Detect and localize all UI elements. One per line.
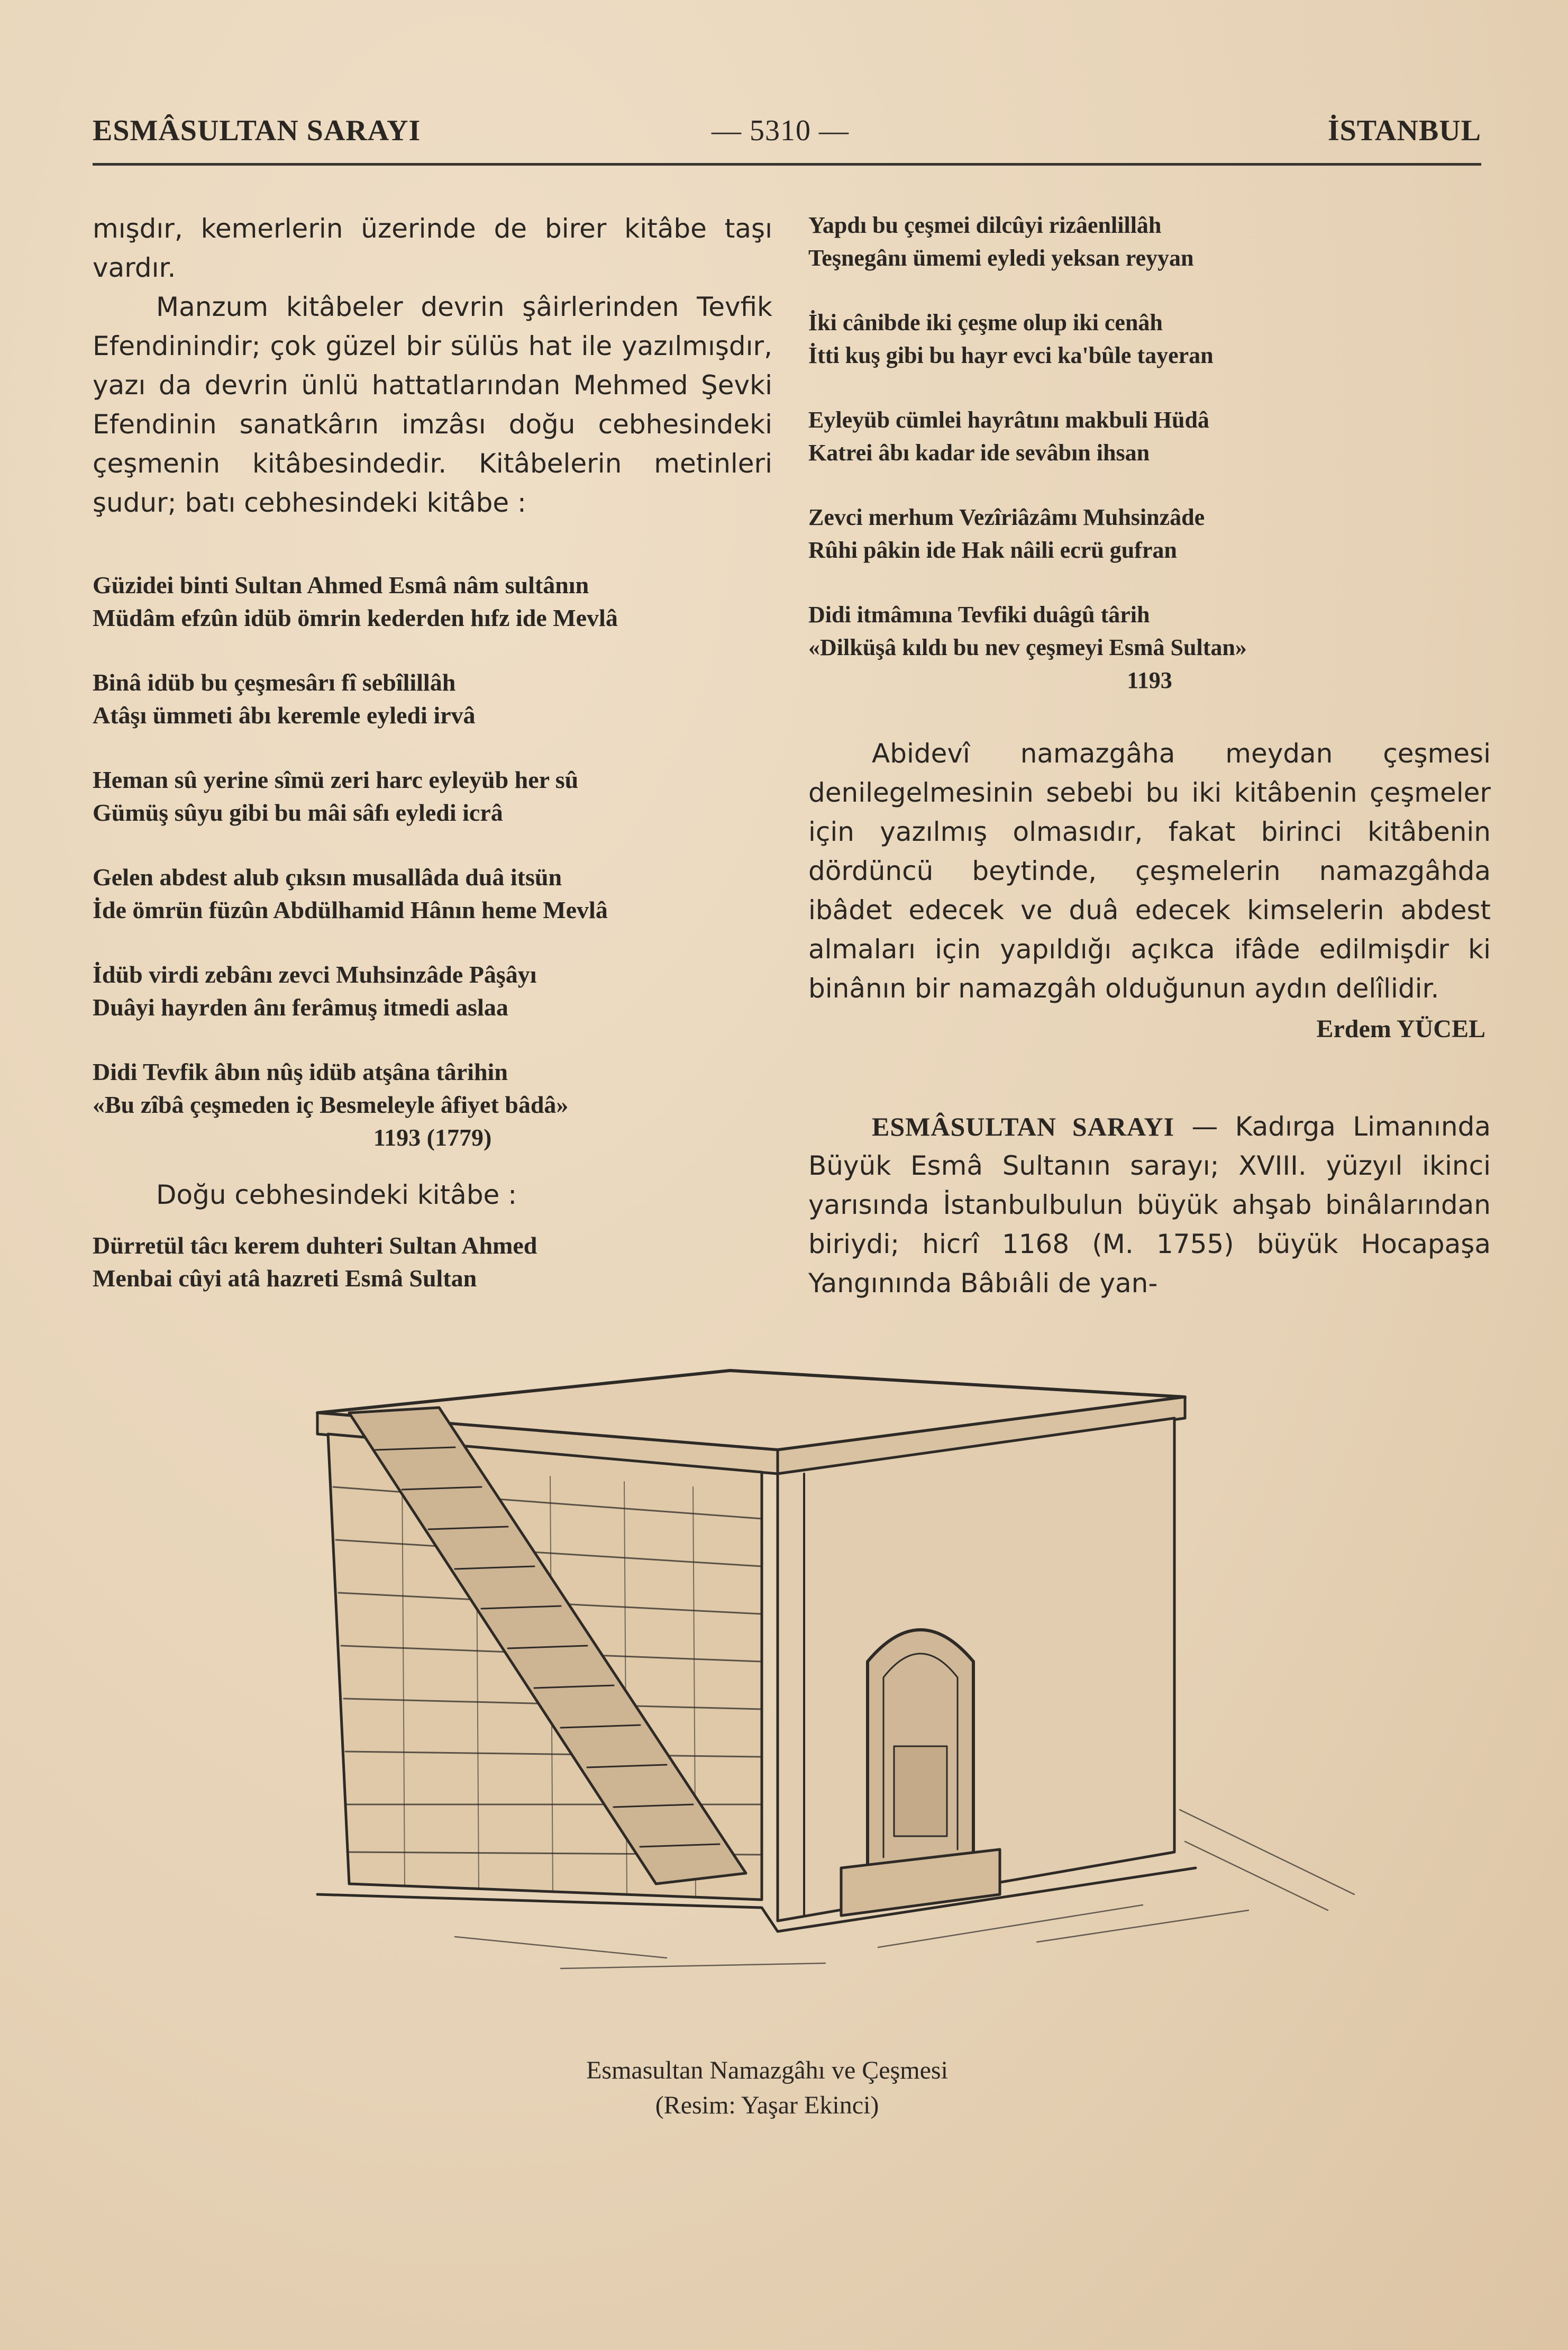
verse-couplet (808, 209, 1491, 275)
verse-line: Gelen abdest alub çıksın musallâda duâ itsün (93, 864, 562, 891)
verse-date: 1193 (1779) (373, 1124, 492, 1151)
verse-couplet (808, 598, 1491, 697)
verse-line: Müdâm efzûn idüb ömrin kederden hıfz ide Mevlâ (93, 604, 618, 631)
right-column (808, 209, 1491, 1303)
verse-line: Güzidei binti Sultan Ahmed Esmâ nâm sultânın (93, 571, 589, 598)
verse-couplet (93, 1229, 772, 1295)
verse-line: İtti kuş gibi bu hayr evci ka'bûle tayeran (808, 342, 1214, 368)
verse-line: Duâyi hayrden ânı ferâmuş itmedi aslaa (93, 994, 508, 1021)
verse-line: Didi Tevfik âbın nûş idüb atşâna târihin (93, 1058, 508, 1085)
header-rule (93, 163, 1481, 166)
fountain-illustration (190, 1333, 1386, 2037)
intro-paragraph: Manzum kitâbeler devrin şâirlerinden Tevfik Efendinindir; çok güzel bir sülüs hat ile yazılmışdır, yazı da devrin ünlü hattatlarından Mehmed Şevki Efendinin sanatkârın imzâsı doğu cebhesindeki çeşmenin kitâbesindedir. Kitâbelerin metinleri şudur; batı cebhesindeki kitâbe : (93, 292, 772, 518)
caption-credit: (Resim: Yaşar Ekinci) (655, 2091, 879, 2119)
verse-couplet (808, 404, 1491, 469)
verse-couplet (93, 861, 772, 927)
entry-headword: ESMÂSULTAN SARAYI (872, 1112, 1175, 1141)
verse-line: Teşnegânı ümemi eyledi yeksan reyyan (808, 245, 1194, 271)
encyclopedia-entry (808, 1107, 1491, 1303)
verse-couplet (808, 306, 1491, 372)
author-signature: Erdem YÜCEL (1316, 1015, 1485, 1043)
verse-line: Binâ idüb bu çeşmesârı fî sebîlillâh (93, 669, 456, 696)
verse-line: Menbai cûyi atâ hazreti Esmâ Sultan (93, 1265, 477, 1292)
verse-couplet (93, 958, 772, 1024)
page-number: — 5310 — (712, 114, 849, 147)
verse-couplet (93, 1056, 772, 1154)
verse-line: Atâşı ümmeti âbı keremle eyledi irvâ (93, 702, 476, 729)
verse-line: İde ömrün füzûn Abdülhamid Hânın heme Mevlâ (93, 896, 608, 923)
verse-line: Yapdı bu çeşmei dilcûyi rizâenlillâh (808, 212, 1162, 238)
figure-caption (476, 2053, 1058, 2123)
verse-line: Didi itmâmına Tevfiki duâgû târih (808, 602, 1150, 628)
verse-line: «Bu zîbâ çeşmeden iç Besmeleyle âfiyet bâdâ» (93, 1091, 569, 1118)
verse-line: Rûhi pâkin ide Hak nâili ecrü gufran (808, 537, 1177, 563)
verse-line: Dürretül tâcı kerem duhteri Sultan Ahmed (93, 1232, 537, 1259)
verse-line: Zevci merhum Vezîriâzâmı Muhsinzâde (808, 504, 1205, 530)
header-volume-title: İSTANBUL (1327, 114, 1481, 147)
verse-line: «Dilküşâ kıldı bu nev çeşmeyi Esmâ Sultan» (808, 634, 1247, 660)
verse-date: 1193 (1127, 667, 1172, 693)
caption-title: Esmasultan Namazgâhı ve Çeşmesi (586, 2056, 948, 2084)
verse-line: Gümüş sûyu gibi bu mâi sâfı eyledi icrâ (93, 799, 503, 826)
verse-line: Katrei âbı kadar ide sevâbın ihsan (808, 440, 1150, 466)
entry-text: — Kadırga Limanında Büyük Esmâ Sultanın sarayı; XVIII. yüzyıl ikinci yarısında İstanbulbulun büyük ahşab binâlarından biriydi; hicrî 1168 (M. 1755) büyük Hocapaşa Yangınında Bâbıâli de yan- (808, 1111, 1491, 1299)
verse-line: Heman sû yerine sîmü zeri harc eyleyüb her sû (93, 766, 579, 793)
verse-couplet (93, 569, 772, 634)
verse-line: Eyleyüb cümlei hayrâtını makbuli Hüdâ (808, 407, 1209, 433)
verse-couplet (93, 666, 772, 732)
verse-line: İdüb virdi zebânı zevci Muhsinzâde Pâşâyı (93, 961, 537, 988)
verse-couplet (93, 764, 772, 829)
intro-paragraph: mışdır, kemerlerin üzerinde de birer kitâbe taşı vardır. (93, 213, 772, 283)
commentary-paragraph: Abidevî namazgâha meydan çeşmesi denilegelmesinin sebebi bu iki kitâbenin çeşmeler için yazılmış olmasıdır, fakat birinci kitâbenin dördüncü beytinde, çeşmelerin namazgâhda ibâdet edecek ve duâ edecek kimselerin abdest almaları için yapıldığı açıkca ifâde edilmişdir ki binânın bir namazgâh olduğunun aydın delîlidir. (808, 738, 1491, 1004)
verse-couplet (808, 501, 1491, 567)
running-header (93, 114, 1481, 161)
verse-line: İki cânibde iki çeşme olup iki cenâh (808, 310, 1163, 335)
left-column (93, 209, 772, 1327)
east-inscription-heading: Doğu cebhesindeki kitâbe : (156, 1179, 517, 1210)
header-section-title: ESMÂSULTAN SARAYI (93, 114, 421, 147)
